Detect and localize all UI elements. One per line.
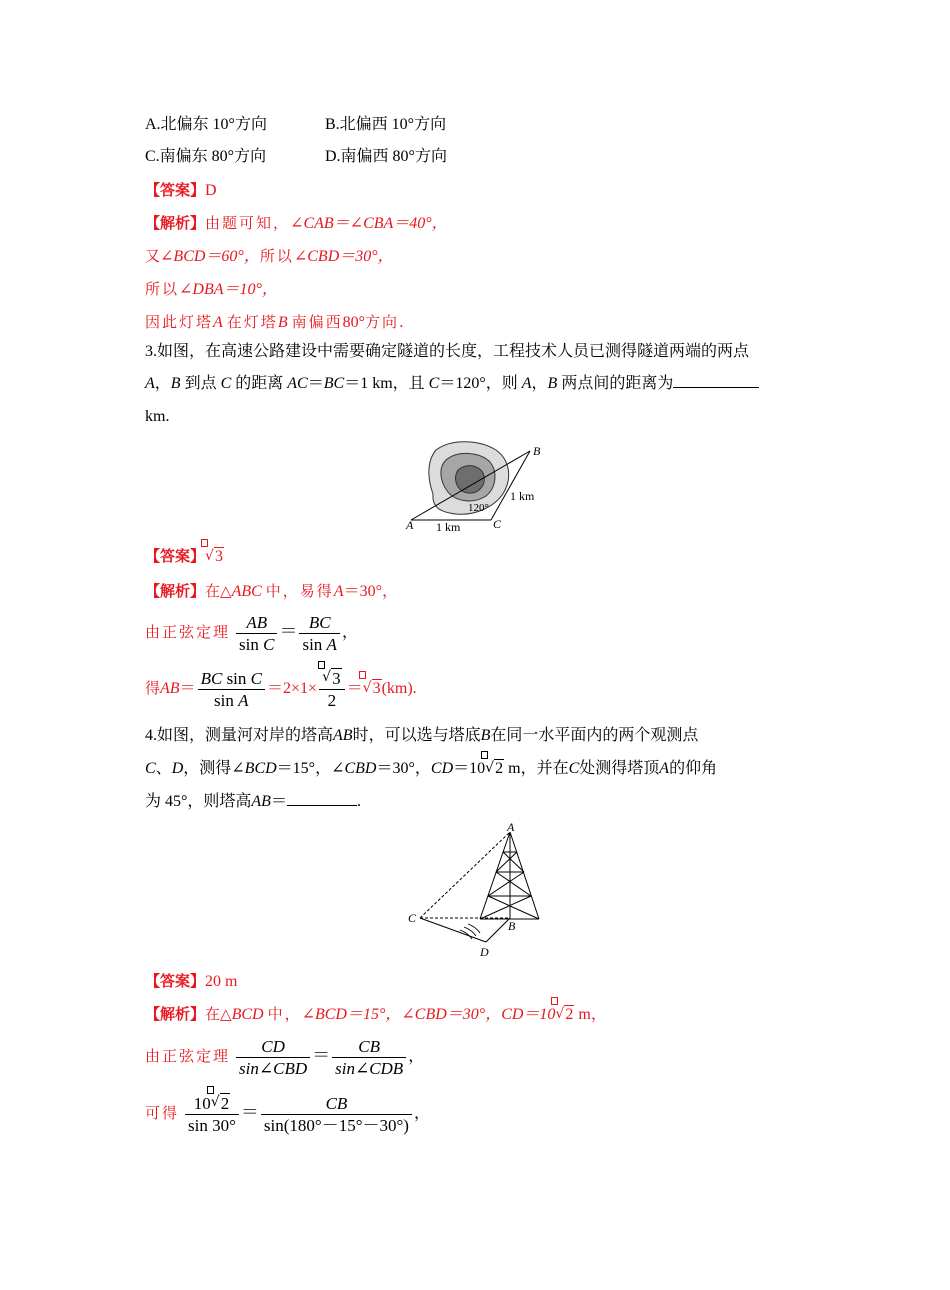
answer-blank [673,373,759,388]
analysis-math: ∠DBA＝10°， [179,281,278,298]
q2-analysis-line-3 [145,278,278,301]
q3-stem-line-1 [145,341,749,363]
q2-answer [145,179,217,202]
label-c: C [408,911,417,925]
q3-answer [145,545,224,568]
tunnel-figure [400,436,550,536]
answer-blank [287,791,357,806]
analysis-tag: 【解析】 [145,214,206,232]
label-a: A [507,822,515,834]
tower-figure [400,822,550,964]
q2-option-a: A.北偏东 10°方向 [145,116,267,133]
answer-tag: 【答案】 [145,547,206,565]
analysis-text: 由题可知， [205,214,291,232]
q4-analysis-line-2: 由正弦定理 $\frac{CD}{\text{sin∠CBD}}$ ＝ $\frac{CB}{\text{sin∠CDB}}$ ， [145,1037,425,1078]
q3-analysis-line-3: 得AB＝ $\frac{\text{BC sin C}}{\text{sin A}}$ ＝2×1× √ $\frac{3}{2}$ ＝ √ 3(km). [145,668,417,711]
fraction-cb-over-sincdb: $\frac{CB}{\text{sin∠CDB}}$ [332,1036,406,1079]
analysis-math: A [213,314,223,331]
label-d: D [480,945,489,959]
q2-analysis-line-2 [145,245,394,268]
line-cd [420,918,486,942]
answer-value: √ 3 [205,546,224,568]
analysis-text: 在灯塔 [226,313,278,331]
q2-option-b: B.北偏西 10°方向 [325,116,447,133]
fraction-root3-over-2: √ $\frac{3}{2}$ [319,668,345,711]
analysis-math: ∠CBD＝30°， [293,248,394,265]
q3-analysis-line-2: 由正弦定理 $\frac{AB}{\text{sin C}}$ ＝ $\frac{BC}{\text{sin A}}$ ， [145,613,358,654]
q4-stem-line-1: 4.如图，测量河对岸的塔高AB时，可以选与塔底B在同一水平面内的两个观测点 [145,727,699,744]
answer-value: 20 m [205,973,238,990]
label-angle: 120° [468,502,489,514]
q2-option-row-1 [145,114,447,136]
analysis-math: 80° [342,314,366,331]
q4-analysis-line-3: 可得 10 √ 2 sin 30° ＝ $\frac{CB}{\sin(180^\circ-15^\circ-30^\circ)}$ ， [145,1093,430,1136]
fraction-bcsinc-over-sina: $\frac{\text{BC sin C}}{\text{sin A}}$ [198,668,265,711]
analysis-math: ∠CAB＝∠CBA＝40°， [290,215,448,232]
label-b: B [533,444,541,458]
answer-tag: 【答案】 [145,972,206,990]
label-a: A [406,518,414,532]
answer-tag: 【答案】 [145,181,206,199]
q2-option-d: D.南偏西 80°方向 [325,148,447,165]
answer-value: D [205,182,217,199]
question-text: 3.如图，在高速公路建设中需要确定隧道的长度，工程技术人员已测得隧道两端的两点 [145,343,750,360]
analysis-text: 又 [145,247,161,265]
fraction-ab-over-sinc: $\frac{AB}{\text{sin C}}$ [236,612,277,655]
q2-option-row-2 [145,146,447,168]
tower [480,832,539,919]
line-ca [420,832,510,918]
analysis-text: 南偏西 [291,313,343,331]
q4-answer [145,970,237,993]
q2-analysis-line-4 [145,311,406,334]
river-waves [460,924,480,939]
analysis-tag: 【解析】 [145,582,206,600]
fraction-bc-over-sina: $\frac{BC}{\text{sin A}}$ [299,612,339,655]
q2-analysis-line-1 [145,212,448,235]
line-db [486,918,510,942]
fraction-10root2-over-sin30: 10 √ 2 sin 30° [185,1093,239,1136]
q3-stem-line-2: A，B 到点 C 的距离 AC＝BC＝1 km，且 C＝120°，则 A，B 两点间的距离为 [145,373,759,395]
label-b: B [508,919,516,933]
q2-option-c: C.南偏东 80°方向 [145,148,267,165]
analysis-text: 方向. [365,313,406,331]
label-ac: 1 km [436,520,461,534]
fraction-cb-over-sin135: $\frac{CB}{\sin(180^\circ-15^\circ-30^\circ)}$ [261,1093,412,1136]
q4-stem-line-3: 为 45°，则塔高AB＝ . [145,793,361,810]
analysis-text: 因此灯塔 [145,313,214,331]
question-text: km. [145,408,170,425]
analysis-text: 所以 [145,280,180,298]
q3-analysis-line-1: 【解析】在△ABC 中，易得A＝30°， [145,582,398,600]
fraction-cd-over-sincbd: $\frac{CD}{\text{sin∠CBD}}$ [236,1036,310,1079]
q4-stem-line-2: C、D，测得∠BCD＝15°，∠CBD＝30°，CD＝10 √ 2 m，并在C处测得塔顶A的仰角 [145,758,717,780]
analysis-tag: 【解析】 [145,1005,206,1023]
analysis-text: 所以 [259,247,294,265]
label-c: C [493,517,502,531]
analysis-math: ∠BCD＝60°， [160,248,260,265]
q4-analysis-line-1: 【解析】在△BCD 中，∠BCD＝15°，∠CBD＝30°，CD＝10 √ 2 m， [145,1003,607,1026]
q3-stem-line-3 [145,406,169,428]
label-bc: 1 km [510,489,535,503]
analysis-math: B [277,314,288,331]
